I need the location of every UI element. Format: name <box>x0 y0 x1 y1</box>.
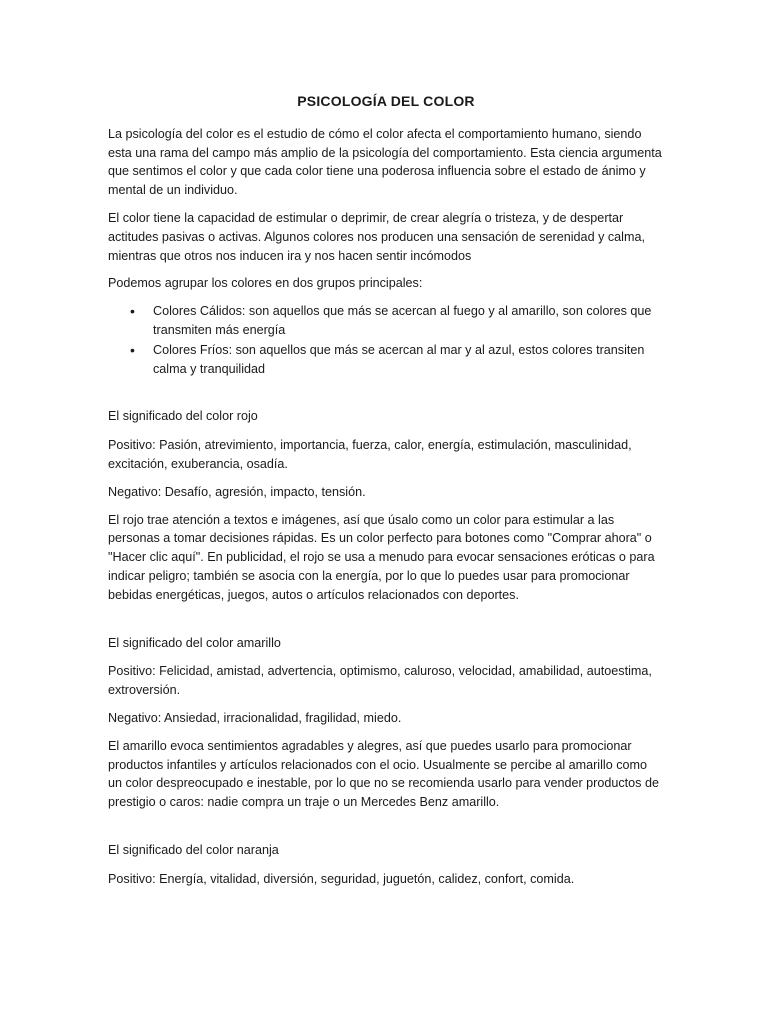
rojo-positivo: Positivo: Pasión, atrevimiento, importancia, fuerza, calor, energía, estimulación, masculinidad, excitación, exuberancia, osadía. <box>108 438 632 471</box>
section-spacer <box>108 821 664 841</box>
list-item-cool-colors: • Colores Fríos: son aquellos que más se acercan al mar y al azul, estos colores transiten calma y tranquilidad <box>153 341 664 379</box>
document-page <box>108 92 664 898</box>
section-heading-rojo: El significado del color rojo <box>108 409 258 424</box>
intro-paragraph-3: Podemos agrupar los colores en dos grupos principales: <box>108 276 423 291</box>
document-title: PSICOLOGÍA DEL COLOR <box>297 93 475 109</box>
amarillo-body: El amarillo evoca sentimientos agradables y alegres, así que puedes usarlo para promocionar productos infantiles y artículos relacionados con el ocio. Usualmente se percibe al amarillo como un color despreocupado e inestable, por lo que no se recomienda usarlo para vender productos de prestigio o caros: nadie compra un traje o un Mercedes Benz amarillo. <box>108 738 659 810</box>
list-item-warm-colors: • Colores Cálidos: son aquellos que más se acercan al fuego y al amarillo, son colores que transmiten más energía <box>153 302 664 340</box>
color-groups-list <box>108 302 664 378</box>
rojo-negativo: Negativo: Desafío, agresión, impacto, tensión. <box>108 484 366 499</box>
intro-paragraph-1: La psicología del color es el estudio de cómo el color afecta el comportamiento humano, siendo esta una rama del campo más amplio de la psicología del comportamiento. Esta ciencia argumenta que sentimos el color y que cada color tiene una poderosa influencia sobre el estado de ánimo y mental de un individuo. <box>108 126 662 198</box>
section-spacer <box>108 387 664 407</box>
intro-paragraph-2: El color tiene la capacidad de estimular o deprimir, de crear alegría o tristeza, y de despertar actitudes pasivas o activas. Algunos colores nos producen una sensación de serenidad y calma, mientras que otros nos inducen ira y nos hacen sentir incómodos <box>108 210 645 263</box>
section-spacer <box>108 614 664 634</box>
amarillo-negativo: Negativo: Ansiedad, irracionalidad, fragilidad, miedo. <box>108 710 402 725</box>
rojo-body: El rojo trae atención a textos e imágenes, así que úsalo como un color para estimular a las personas a tomar decisiones rápidas. Es un color perfecto para botones como "Comprar ahora" o "Hacer clic aquí". En publicidad, el rojo se usa a menudo para evocar sensaciones eróticas o para indicar peligro; también se asocia con la energía, por lo que lo puedes usar para promocionar bebidas energéticas, juegos, autos o artículos relacionados con deportes. <box>108 512 655 602</box>
section-heading-naranja: El significado del color naranja <box>108 842 279 857</box>
naranja-positivo: Positivo: Energía, vitalidad, diversión, seguridad, juguetón, calidez, confort, comida. <box>108 871 575 886</box>
section-heading-amarillo: El significado del color amarillo <box>108 635 281 650</box>
amarillo-positivo: Positivo: Felicidad, amistad, advertencia, optimismo, caluroso, velocidad, amabilidad, autoestima, extroversión. <box>108 664 652 698</box>
